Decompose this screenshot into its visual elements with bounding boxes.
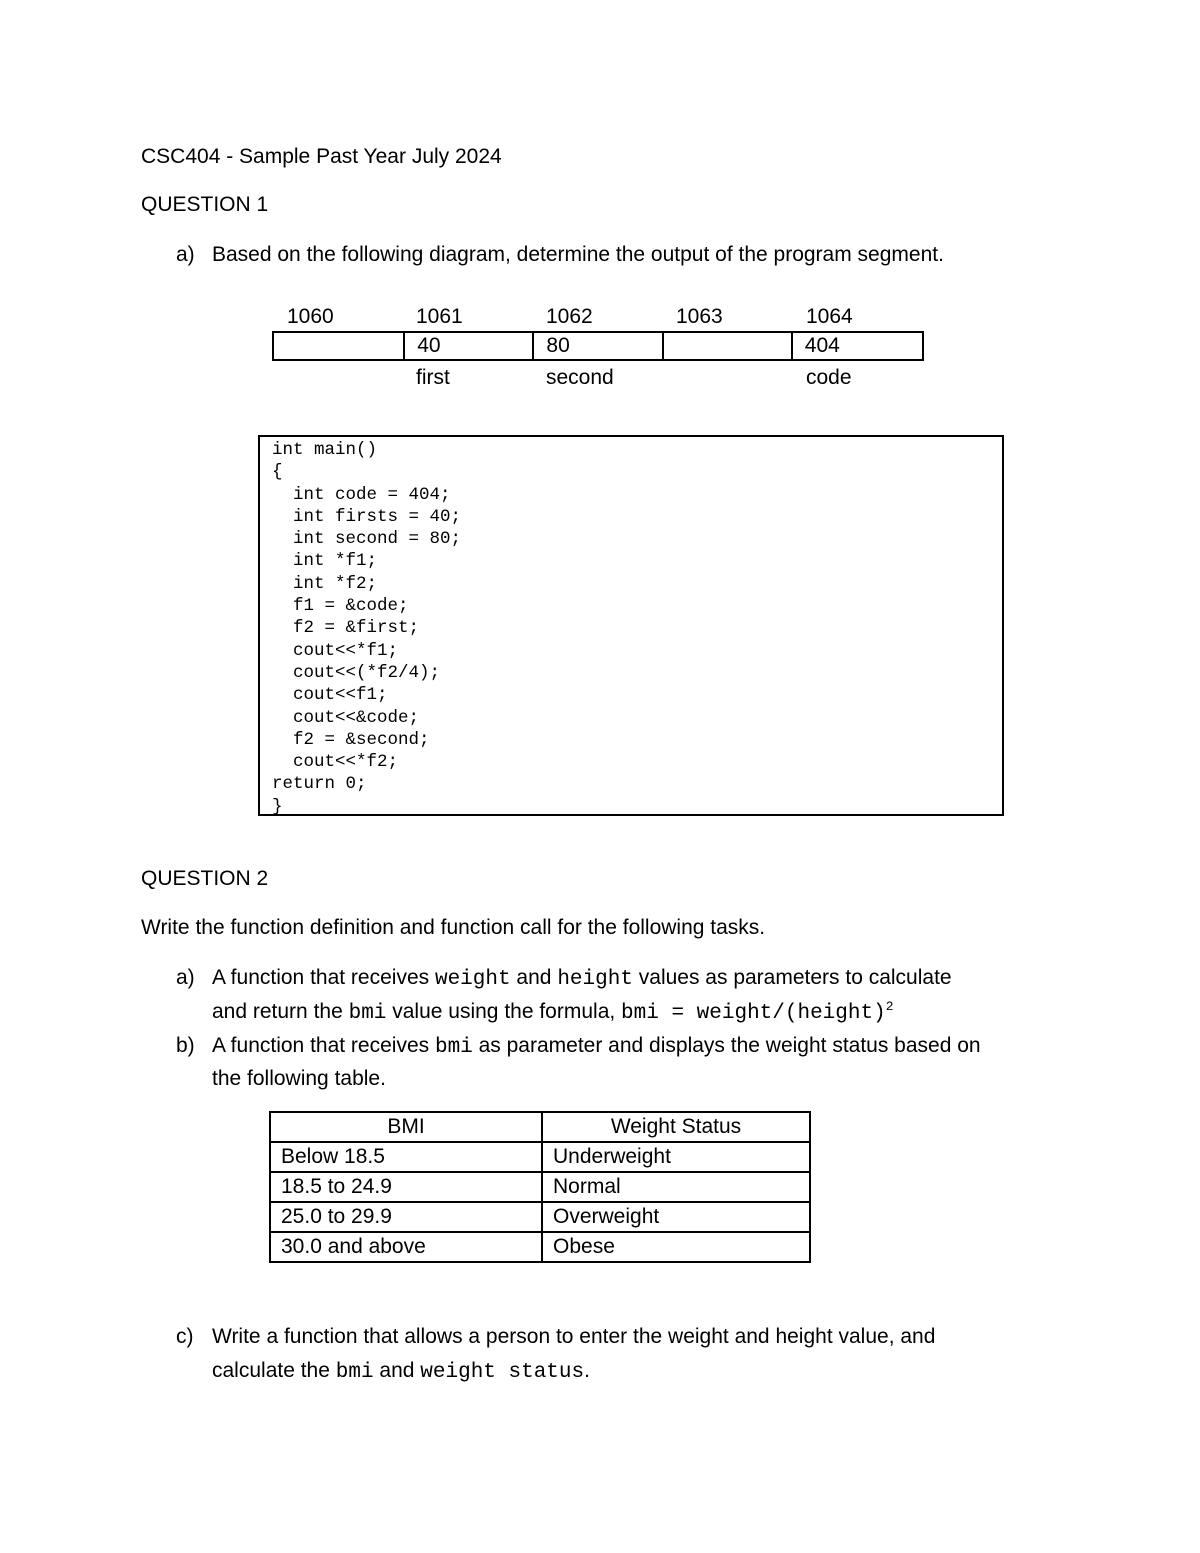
code-line: int *f1; <box>272 551 378 572</box>
q2b-label: b) <box>176 1034 195 1057</box>
code-bmi: bmi <box>434 1036 473 1059</box>
code-line: int main() <box>272 440 378 460</box>
table-row <box>270 1232 810 1262</box>
q2a-text: value using the formula, <box>386 1000 622 1023</box>
code-line: f2 = &first; <box>272 618 420 639</box>
table-cell: 18.5 to 24.9 <box>270 1172 542 1202</box>
q1a-label: a) <box>176 243 195 266</box>
variable-name-code: code <box>806 366 852 389</box>
q2a-line-2 <box>212 1000 894 1025</box>
code-line: cout<<&code; <box>272 707 420 728</box>
document-title: CSC404 - Sample Past Year July 2024 <box>141 145 502 168</box>
code-line: int firsts = 40; <box>272 506 462 527</box>
memory-cell-1062: 80 <box>532 333 661 359</box>
code-bmi: bmi <box>348 1002 387 1025</box>
table-row <box>270 1202 810 1232</box>
formula-exponent: 2 <box>885 999 894 1014</box>
table-cell: Obese <box>542 1232 810 1262</box>
code-line: int *f2; <box>272 573 378 594</box>
q2a-text: and return the <box>212 1000 349 1023</box>
code-line: int second = 80; <box>272 529 462 550</box>
memory-address-1061: 1061 <box>416 305 463 328</box>
q2c-text: and <box>373 1359 421 1382</box>
q2a-text: and <box>510 966 558 989</box>
q2a-label: a) <box>176 966 195 989</box>
variable-name-first: first <box>416 366 450 389</box>
variable-name-second: second <box>546 366 614 389</box>
q2a-line-1 <box>212 966 952 991</box>
q2c-line-1: Write a function that allows a person to enter the weight and height value, and <box>212 1325 936 1348</box>
memory-cell-1061: 40 <box>403 333 532 359</box>
table-cell: Overweight <box>542 1202 810 1232</box>
table-header-weight-status: Weight Status <box>542 1112 810 1142</box>
memory-address-1062: 1062 <box>546 305 593 328</box>
question-1-heading: QUESTION 1 <box>141 193 269 216</box>
q2c-text: . <box>584 1359 590 1382</box>
q2-intro: Write the function definition and function call for the following tasks. <box>141 916 766 939</box>
q2b-text: as parameter and displays the weight status based on <box>472 1034 981 1057</box>
code-line: { <box>272 462 283 483</box>
memory-cell-1063 <box>662 333 791 359</box>
q1a-text: Based on the following diagram, determine the output of the program segment. <box>212 243 944 266</box>
table-cell: Below 18.5 <box>270 1142 542 1172</box>
q2b-text: A function that receives <box>212 1034 435 1057</box>
code-height: height <box>557 968 633 991</box>
code-line: cout<<*f1; <box>272 640 399 661</box>
code-listing <box>258 435 1004 816</box>
memory-cell-1064: 404 <box>791 333 922 359</box>
code-line: int code = 404; <box>272 484 451 505</box>
bmi-formula: bmi = weight/(height) <box>621 1002 886 1025</box>
memory-cells <box>272 331 924 361</box>
q2c-line-2 <box>212 1359 590 1384</box>
table-header-row <box>270 1112 810 1142</box>
table-cell: 25.0 to 29.9 <box>270 1202 542 1232</box>
code-line: f2 = &second; <box>272 729 430 750</box>
q2c-label: c) <box>176 1325 194 1348</box>
table-row <box>270 1172 810 1202</box>
q2b-line-2: the following table. <box>212 1067 386 1090</box>
memory-cell-1060 <box>274 333 403 359</box>
code-weight: weight <box>434 968 511 991</box>
code-line: f1 = &code; <box>272 596 409 617</box>
table-cell: Normal <box>542 1172 810 1202</box>
table-cell: 30.0 and above <box>270 1232 542 1262</box>
code-bmi: bmi <box>335 1361 374 1384</box>
table-cell: Underweight <box>542 1142 810 1172</box>
q2c-text: calculate the <box>212 1359 336 1382</box>
q2a-text: values as parameters to calculate <box>632 966 952 989</box>
table-header-bmi: BMI <box>270 1112 542 1142</box>
bmi-weight-status-table <box>269 1111 811 1263</box>
code-weight-status: weight status <box>420 1361 585 1384</box>
code-line: } <box>272 796 283 817</box>
code-line: cout<<(*f2/4); <box>272 662 441 683</box>
q2a-text: A function that receives <box>212 966 435 989</box>
memory-address-1060: 1060 <box>287 305 334 328</box>
code-line: return 0; <box>272 774 367 795</box>
code-line: cout<<*f2; <box>272 752 399 773</box>
q2b-line-1 <box>212 1034 981 1059</box>
memory-address-1063: 1063 <box>676 305 723 328</box>
question-2-heading: QUESTION 2 <box>141 867 269 890</box>
table-row <box>270 1142 810 1172</box>
memory-address-1064: 1064 <box>806 305 853 328</box>
code-line: cout<<f1; <box>272 685 388 706</box>
